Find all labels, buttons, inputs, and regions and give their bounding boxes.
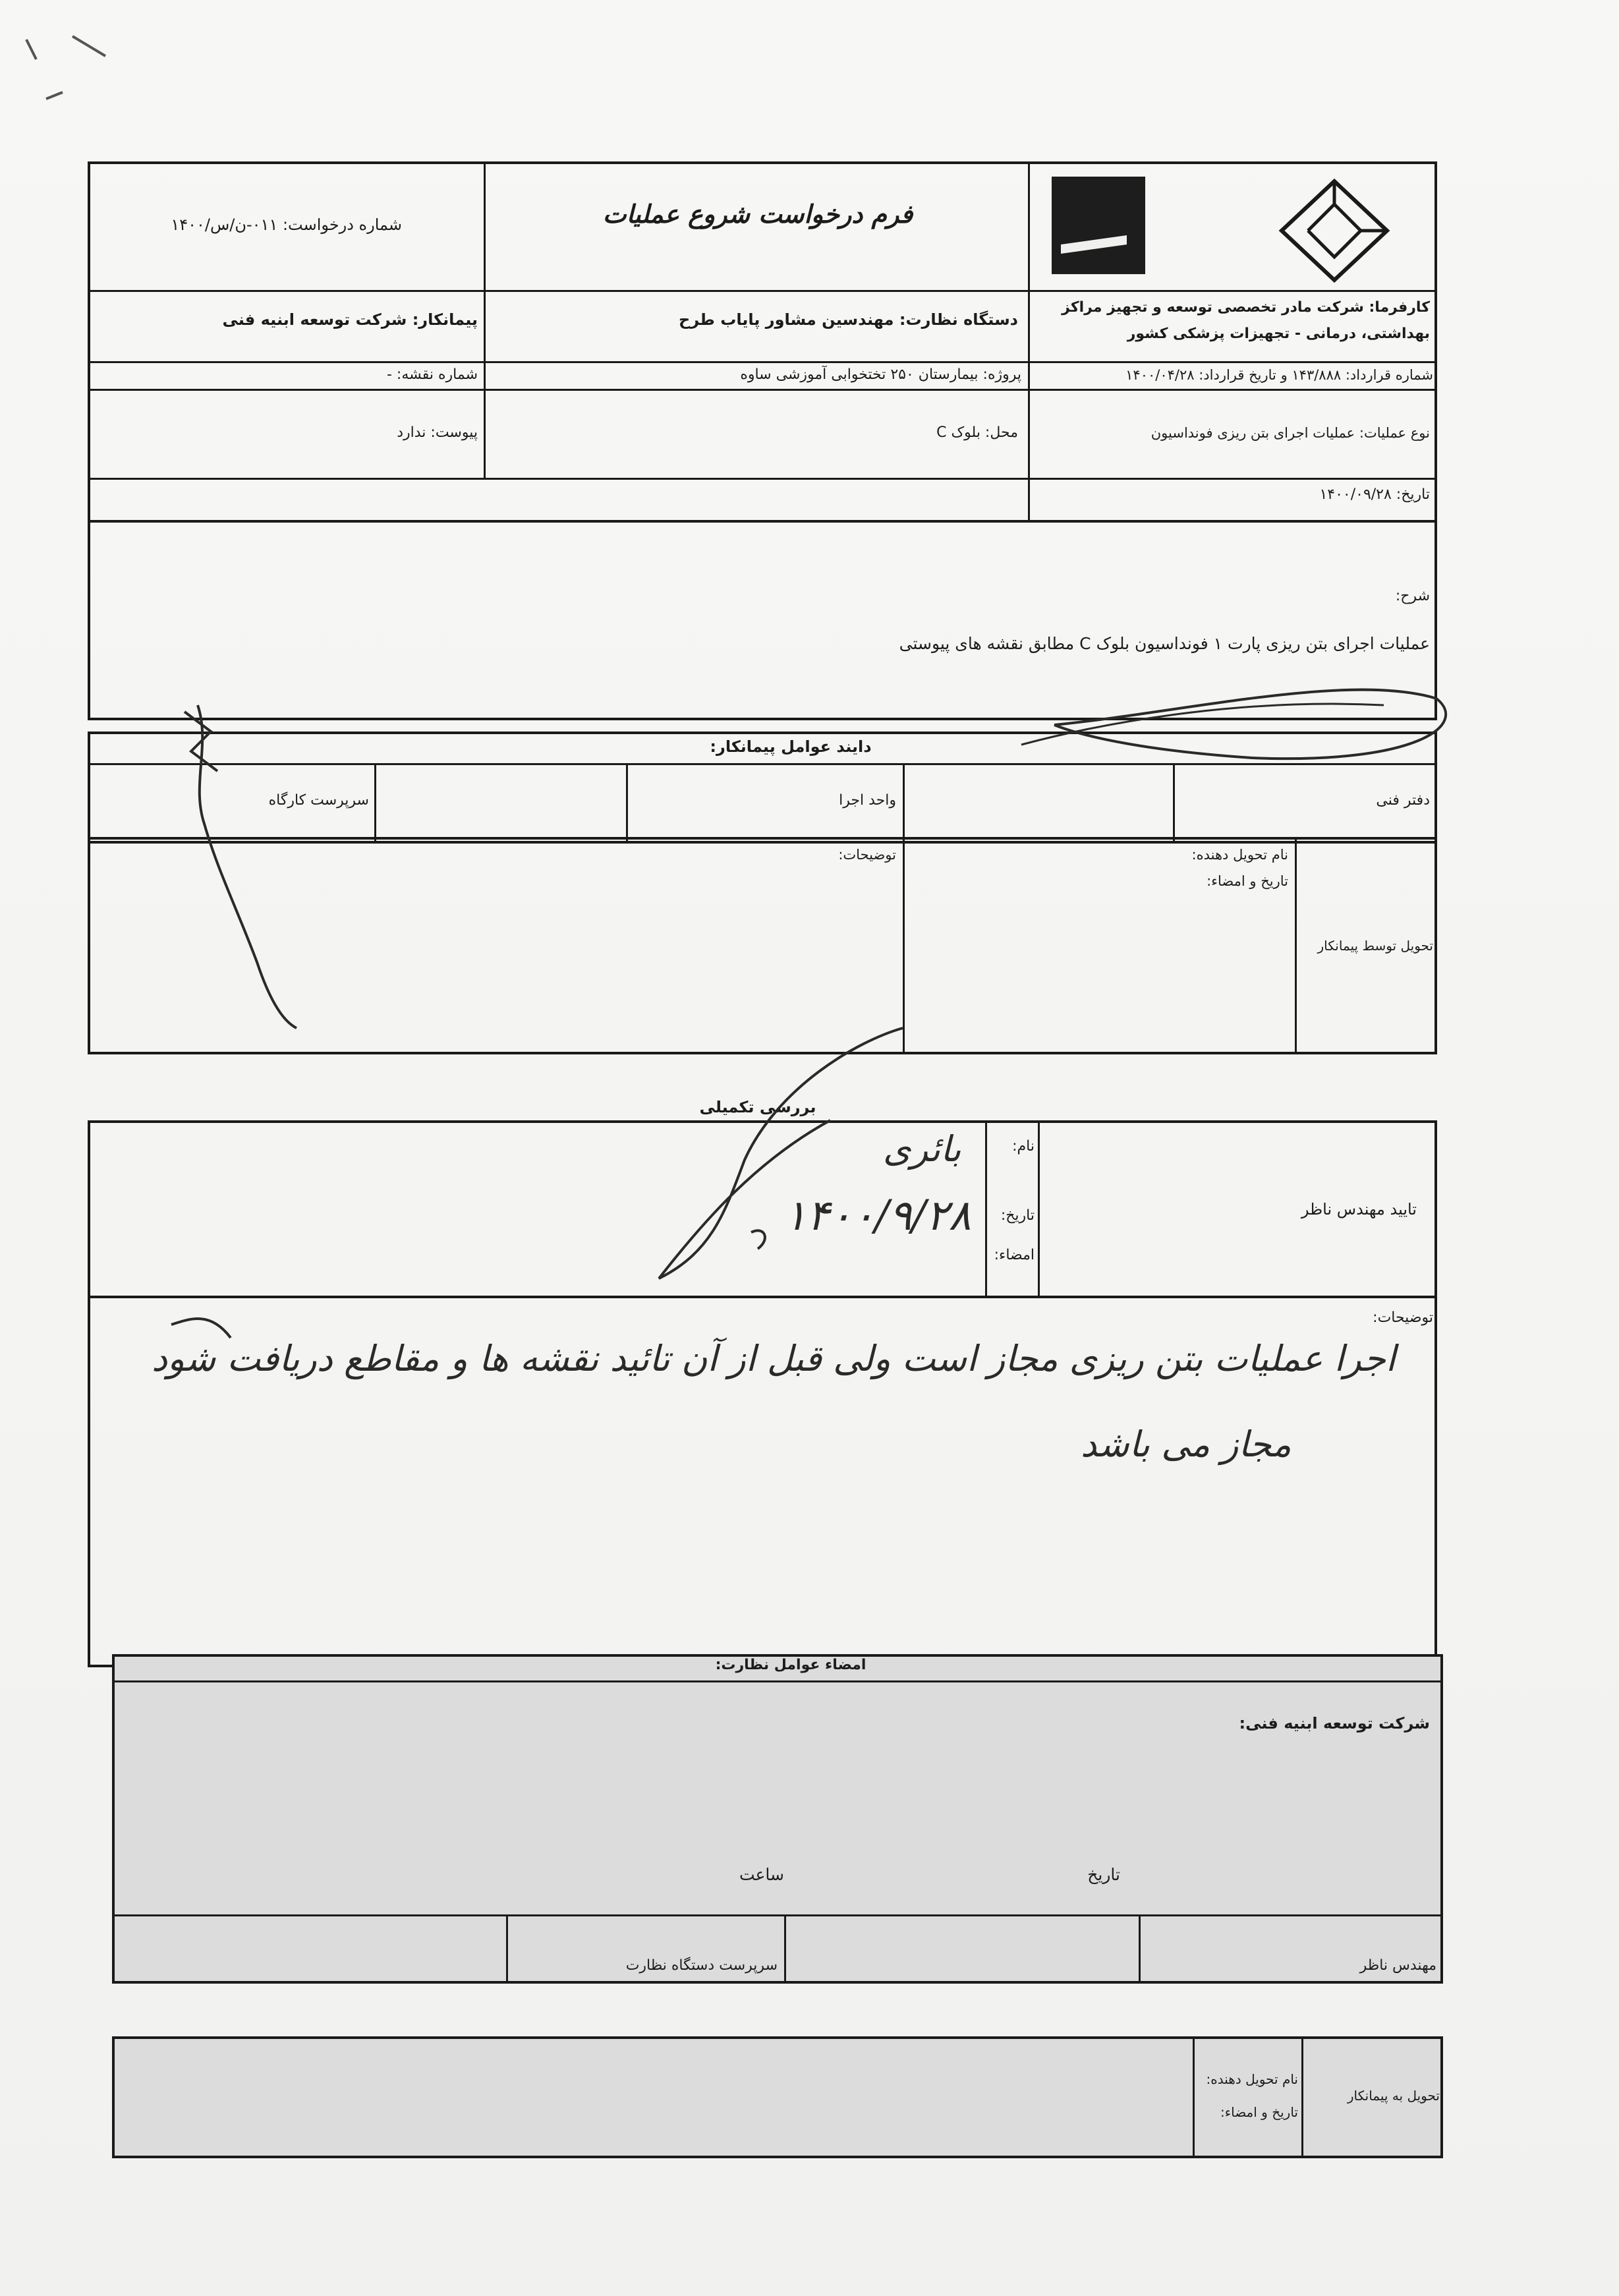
contractor-label: پیمانکار: شرکت توسعه ابنیه فنی (222, 310, 478, 329)
location-label: محل: بلوک C (936, 424, 1018, 441)
supervision-company: شرکت توسعه ابنیه فنی: (1239, 1714, 1430, 1733)
description-text: عملیات اجرای بتن ریزی پارت ۱ فونداسیون بلوک C مطابق نقشه های پیوستی (899, 634, 1430, 653)
review-name-handwritten: بائری (883, 1128, 961, 1170)
engineer-approval-label: تایید مهندس ناظر (1301, 1200, 1417, 1219)
employer-label: کارفرما: شرکت مادر تخصصی توسعه و تجهیز مراکز (1062, 299, 1430, 316)
col-execution-unit: واحد اجرا (839, 792, 896, 809)
col-site-supervisor: سرپرست کارگاه (268, 792, 369, 809)
description-block (88, 523, 1437, 720)
review-name-label: نام: (1012, 1138, 1035, 1155)
drawing-number: شماره نقشه: - (386, 366, 478, 383)
supervision-signatures (112, 1654, 1443, 1984)
contract-number: شماره قرارداد: ۱۴۳/۸۸۸ و تاریخ قرارداد: ۱۴۰۰/۰۴/۲۸ (1125, 367, 1433, 383)
supervisor-notes-label: توضیحات: (1373, 1309, 1433, 1326)
delivery-receiver-name: نام تحویل دهنده: (1206, 2071, 1298, 2087)
col-supervising-engineer: مهندس ناظر (1359, 1957, 1436, 1974)
col-technical-office: دفتر فنی (1376, 792, 1430, 809)
supervision-time-label: ساعت (739, 1865, 784, 1884)
handover-block (88, 837, 1437, 1054)
contractor-signatures-heading: دایند عوامل پیمانکار: (710, 737, 872, 756)
supervision-date-label: تاریخ (1087, 1865, 1120, 1884)
attachment-label: پیوست: ندارد (397, 424, 478, 441)
delivery-date-sign: تاریخ و امضاء: (1220, 2104, 1298, 2120)
company-logo-dark (1052, 177, 1145, 274)
col-supervision-head: سرپرست دستگاه نظارت (625, 1957, 778, 1974)
operation-type: نوع عملیات: عملیات اجرای بتن ریزی فونداسیون (1150, 425, 1430, 441)
form-date: تاریخ: ۱۴۰۰/۰۹/۲۸ (1319, 486, 1430, 503)
supervisor-note-line2: مجاز می باشد (1081, 1423, 1292, 1465)
employer-label-line2: بهداشتی، درمانی - تجهیزات پزشکی کشور (1127, 326, 1430, 342)
delivery-block (112, 2036, 1443, 2158)
form-title: فرم درخواست شروع عملیات (602, 200, 913, 229)
review-date-label: تاریخ: (1000, 1207, 1035, 1224)
supervision-signatures-heading: امضاء عوامل نظارت: (715, 1657, 866, 1673)
request-number: شماره درخواست: ۰۱۱-ن/س/۱۴۰۰ (171, 215, 402, 234)
review-heading: بررسی تکمیلی (699, 1098, 816, 1116)
handover-receiver-name: نام تحویل دهنده: (1191, 847, 1288, 863)
delivery-side-label: تحویل به پیمانکار (1347, 2088, 1440, 2104)
employer-logo-icon (1278, 178, 1390, 283)
project-label: پروژه: بیمارستان ۲۵۰ تختخوابی آموزشی ساوه (740, 366, 1021, 383)
supervisor-label: دستگاه نظارت: مهندسین مشاور پایاب طرح (679, 310, 1018, 329)
description-label: شرح: (1395, 588, 1430, 604)
supervisor-note-line1: اجرا عملیات بتن ریزی مجاز است ولی قبل از آن تائید نقشه ها و مقاطع دریافت شود (152, 1338, 1396, 1379)
review-date-handwritten: ۱۴۰۰/۹/۲۸ (784, 1191, 971, 1240)
handover-notes-label: توضیحات: (838, 847, 896, 863)
review-sign-label: امضاء: (994, 1247, 1035, 1263)
handover-date-sign: تاریخ و امضاء: (1207, 873, 1288, 889)
handover-side-label: تحویل توسط پیمانکار (1317, 938, 1433, 954)
